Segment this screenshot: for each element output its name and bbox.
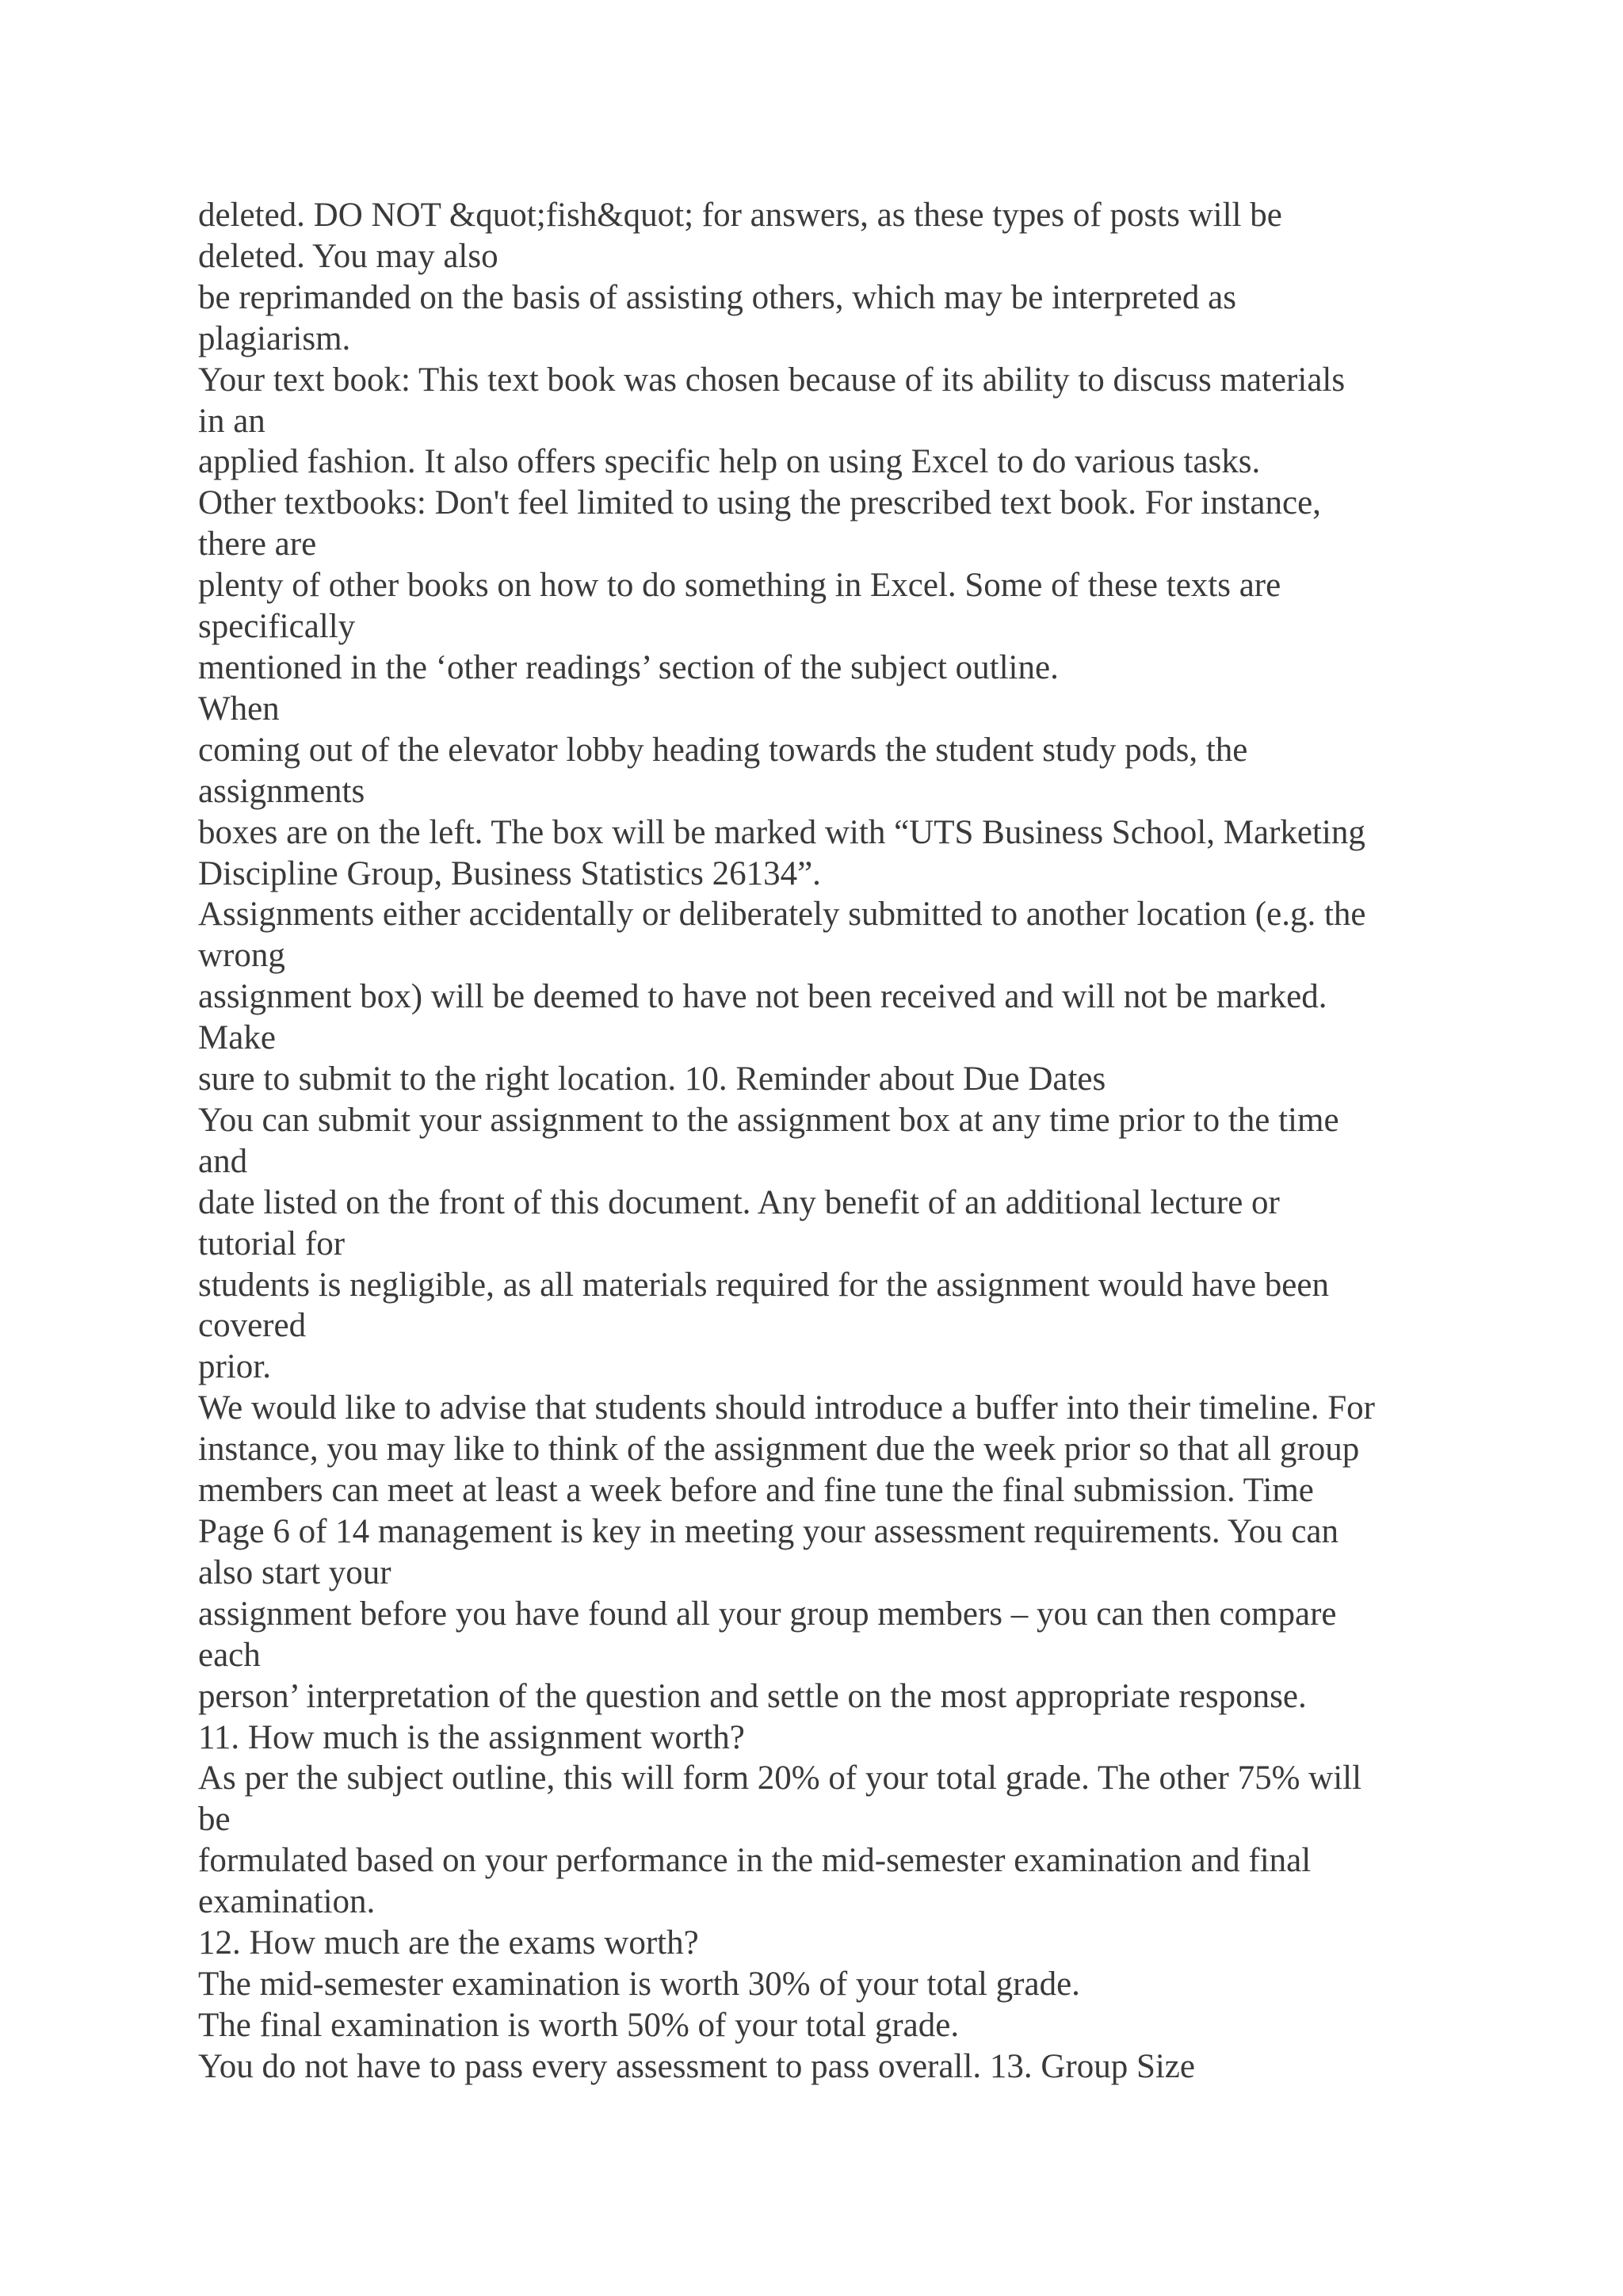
text-line: students is negligible, as all materials required for the assignment would have been xyxy=(198,1266,1329,1304)
section-heading: 11. How much is the assignment worth? xyxy=(198,1718,745,1756)
text-line: You do not have to pass every assessment to pass overall. 13. Group Size xyxy=(198,2047,1195,2085)
text-line: Page 6 of 14 management is key in meeting your assessment requirements. You can xyxy=(198,1513,1339,1550)
text-line: Other textbooks: Don't feel limited to using the prescribed text book. For instance, xyxy=(198,484,1321,522)
text-line: person’ interpretation of the question and settle on the most appropriate response. xyxy=(198,1677,1307,1715)
body-text xyxy=(198,195,1450,2088)
text-line: deleted. DO NOT &quot;fish&quot; for answers, as these types of posts will be xyxy=(198,197,1282,234)
text-line: You can submit your assignment to the assignment box at any time prior to the time xyxy=(198,1101,1339,1139)
text-line: also start your xyxy=(198,1553,391,1591)
text-line: covered xyxy=(198,1307,307,1345)
text-line: Your text book: This text book was chosen because of its ability to discuss materials xyxy=(198,361,1346,399)
text-line: When xyxy=(198,690,280,728)
text-line: Assignments either accidentally or deliberately submitted to another location (e.g. the xyxy=(198,896,1366,934)
text-line: assignments xyxy=(198,772,365,810)
text-line: As per the subject outline, this will form 20% of your total grade. The other 75% will xyxy=(198,1759,1362,1797)
text-line: and xyxy=(198,1142,248,1180)
text-line: wrong xyxy=(198,937,285,975)
text-line: sure to submit to the right location. 10. Reminder about Due Dates xyxy=(198,1060,1106,1098)
text-line: The final examination is worth 50% of your total grade. xyxy=(198,2006,960,2044)
text-line: members can meet at least a week before and fine tune the final submission. Time xyxy=(198,1472,1314,1510)
text-line: in an xyxy=(198,402,265,440)
text-line: tutorial for xyxy=(198,1224,346,1263)
text-line: coming out of the elevator lobby heading towards the student study pods, the xyxy=(198,731,1248,769)
text-line: date listed on the front of this document. Any benefit of an additional lecture or xyxy=(198,1183,1280,1221)
section-heading: 12. How much are the exams worth? xyxy=(198,1924,699,1962)
text-line: be reprimanded on the basis of assisting others, which may be interpreted as xyxy=(198,278,1236,316)
text-line: examination. xyxy=(198,1883,376,1921)
text-line: assignment box) will be deemed to have not been received and will not be marked. xyxy=(198,978,1327,1016)
text-line: each xyxy=(198,1636,261,1674)
text-line: Make xyxy=(198,1019,276,1057)
text-line: prior. xyxy=(198,1348,271,1386)
text-line: mentioned in the ‘other readings’ section of the subject outline. xyxy=(198,648,1059,686)
text-line: assignment before you have found all your group members – you can then compare xyxy=(198,1595,1337,1633)
text-line: instance, you may like to think of the assignment due the week prior so that all group xyxy=(198,1431,1360,1469)
text-line: The mid-semester examination is worth 30% of your total grade. xyxy=(198,1965,1080,2003)
text-line: boxes are on the left. The box will be marked with “UTS Business School, Marketing xyxy=(198,813,1365,851)
text-line: applied fashion. It also offers specific help on using Excel to do various tasks. xyxy=(198,443,1261,481)
text-line: Discipline Group, Business Statistics 26134”. xyxy=(198,854,821,892)
text-line: be xyxy=(198,1801,231,1839)
text-line: plagiarism. xyxy=(198,319,351,357)
text-line: plenty of other books on how to do something in Excel. Some of these texts are xyxy=(198,567,1281,605)
text-line: We would like to advise that students should introduce a buffer into their timeline. For xyxy=(198,1389,1375,1427)
text-line: there are xyxy=(198,525,317,563)
text-line: specifically xyxy=(198,608,356,646)
text-line: formulated based on your performance in the mid-semester examination and final xyxy=(198,1842,1312,1880)
text-line: deleted. You may also xyxy=(198,237,498,275)
